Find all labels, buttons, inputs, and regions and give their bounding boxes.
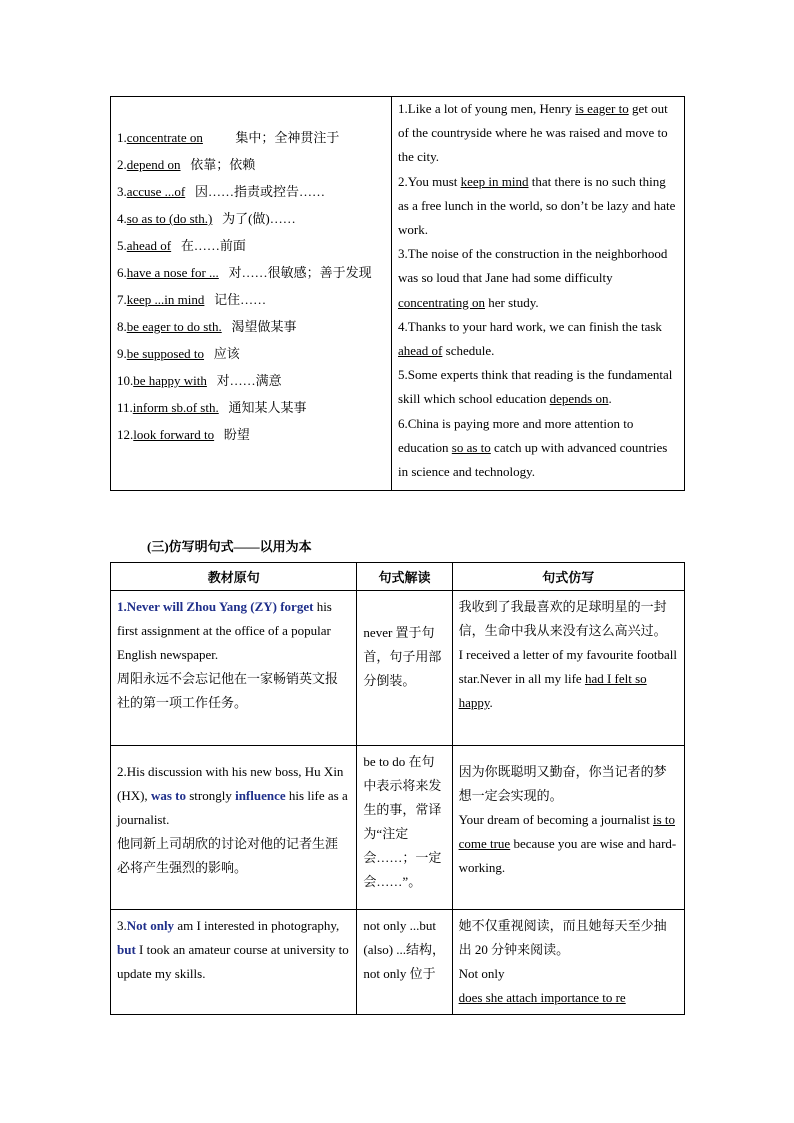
answer-text: does she attach importance to re (458, 990, 626, 1005)
vocab-item: 10.be happy with 对……满意 (117, 373, 282, 388)
section-title: (三)仿写明句式——以用为本 (147, 539, 312, 554)
vocab-item: 11.inform sb.of sth. 通知某人某事 (117, 400, 307, 415)
vocab-phrase: be eager to do sth. (126, 319, 222, 334)
vocab-meaning: 对……很敏感；善于发现 (228, 265, 372, 280)
original-sentence: 1.Never will Zhou Yang (ZY) forget his first assignment at the office of a popular English newspaper. 周阳永远不会忘记他在一家畅销英文报社的第一项工作任务。 (111, 591, 357, 746)
pattern-explain: be to do 在句中表示将来发生的事，常译为“注定会……；一定会……”。 (357, 746, 452, 910)
vocab-phrase: accuse ...of (126, 184, 186, 199)
vocab-phrase: be supposed to (126, 346, 205, 361)
answer-text: is eager to (575, 101, 629, 116)
imitation: 她不仅重视阅读，而且她每天至少抽出 20 分钟来阅读。 Not only does she attach importance to re (452, 910, 684, 1015)
table-row (111, 910, 685, 1015)
exercise-list (392, 97, 685, 491)
imitation: 我收到了我最喜欢的足球明星的一封信，生命中我从来没有这么高兴过。 I received a letter of my favourite football star.Never in all my life had I felt so happy. (452, 591, 684, 746)
vocab-phrase: be happy with (133, 373, 207, 388)
pattern-explain: never 置于句首，句子用部分倒装。 (357, 591, 452, 746)
table-row (111, 746, 685, 910)
header-imitate: 句式仿写 (452, 563, 684, 591)
vocab-item: 4.so as to (do sth.) 为了(做)…… (117, 211, 296, 226)
vocab-phrase: ahead of (126, 238, 172, 253)
exercise-item: 1.Like a lot of young men, Henry is eager to get out of the countryside where he was raised and move to the city. (398, 101, 668, 165)
vocab-item: 12.look forward to 盼望 (117, 427, 250, 442)
vocab-item: 7.keep ...in mind 记住…… (117, 292, 267, 307)
vocab-item: 6.have a nose for ... 对……很敏感；善于发现 (117, 265, 372, 280)
answer-text: is to come true (458, 812, 675, 851)
exercise-item: 5.Some experts think that reading is the fundamental skill which school education depends on. (398, 367, 673, 407)
vocab-phrase: look forward to (133, 427, 215, 442)
answer-text: had I felt so happy (458, 671, 647, 710)
vocab-phrase: have a nose for ... (126, 265, 219, 280)
vocab-item: 5.ahead of 在……前面 (117, 238, 246, 253)
vocab-meaning: 因……指责或控告…… (194, 184, 325, 199)
vocab-item: 1.concentrate on 集中；全神贯注于 (117, 130, 340, 145)
answer-text: ahead of (398, 343, 443, 359)
header-explain: 句式解读 (357, 563, 452, 591)
answer-text: concentrating on (398, 294, 485, 310)
vocab-phrase: depend on (126, 157, 181, 172)
vocab-item: 2.depend on 依靠；依赖 (117, 157, 256, 172)
vocab-phrase: inform sb.of sth. (132, 400, 219, 415)
vocab-item: 9.be supposed to 应该 (117, 346, 240, 361)
vocab-meaning: 渴望做某事 (231, 319, 297, 334)
vocab-phrase: keep ...in mind (126, 292, 205, 307)
vocab-phrase: concentrate on (126, 130, 203, 145)
original-sentence: 2.His discussion with his new boss, Hu Xin (HX), was to strongly influence his life as a journalist. 他同新上司胡欣的讨论对他的记者生涯必将产生强烈的影响。 (111, 746, 357, 910)
vocab-meaning: 依靠；依赖 (190, 157, 256, 172)
vocab-meaning: 盼望 (223, 427, 250, 442)
vocab-table (110, 96, 685, 491)
exercise-item: 6.China is paying more and more attention to education so as to catch up with advanced countries in science and technology. (398, 415, 668, 480)
table-row (111, 591, 685, 746)
vocab-item: 3.accuse ...of 因……指责或控告…… (117, 184, 325, 199)
vocab-meaning: 集中；全神贯注于 (235, 130, 340, 145)
answer-text: depends on (549, 391, 609, 407)
vocab-meaning: 为了(做)…… (222, 211, 296, 226)
original-sentence: 3.Not only am I interested in photography, but I took an amateur course at university to update my skills. (111, 910, 357, 1015)
header-original: 教材原句 (111, 563, 357, 591)
vocab-item: 8.be eager to do sth. 渴望做某事 (117, 319, 297, 334)
phrase-list (111, 97, 392, 491)
vocab-meaning: 在……前面 (180, 238, 246, 253)
sentence-table (110, 562, 685, 1015)
vocab-meaning: 通知某人某事 (228, 400, 307, 415)
exercise-item: 4.Thanks to your hard work, we can finish the task ahead of schedule. (398, 318, 662, 359)
imitation: 因为你既聪明又勤奋，你当记者的梦想一定会实现的。 Your dream of becoming a journalist is to come true because you are wise and hard-working. (452, 746, 684, 910)
answer-text: keep in mind (460, 173, 529, 189)
answer-text: so as to (451, 439, 491, 455)
vocab-meaning: 记住…… (214, 292, 267, 307)
vocab-meaning: 对……满意 (216, 373, 282, 388)
exercise-item: 2.You must keep in mind that there is no such thing as a free lunch in the world, so don’t be lazy and hate work. (398, 173, 676, 238)
exercise-item: 3.The noise of the construction in the neighborhood was so loud that Jane had some difficulty concentrating on her study. (398, 246, 668, 310)
vocab-meaning: 应该 (213, 346, 240, 361)
pattern-explain: not only ...but (also) ...结构，not only 位于 (357, 910, 452, 1015)
vocab-phrase: so as to (do sth.) (126, 211, 213, 226)
